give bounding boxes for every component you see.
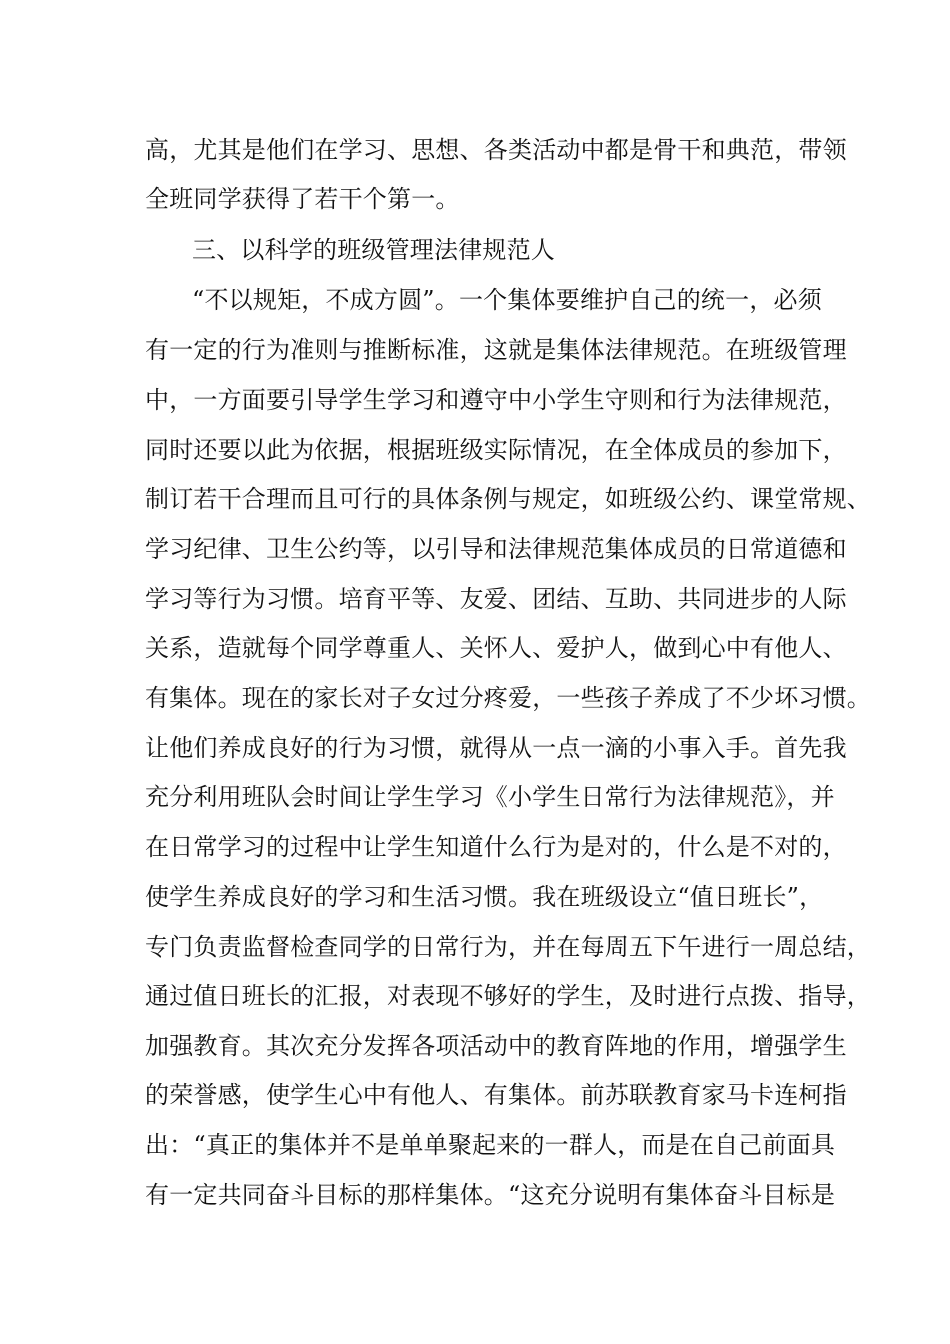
text-line: 在日常学习的过程中让学生知道什么行为是对的，什么是不对的，: [145, 833, 847, 861]
text-line: 有一定共同奋斗目标的那样集体。“这充分说明有集体奋斗目标是: [145, 1181, 836, 1209]
text-line: 中，一方面要引导学生学习和遵守中小学生守则和行为法律规范，: [145, 386, 847, 414]
text-line: 学习纪律、卫生公约等，以引导和法律规范集体成员的日常道德和: [145, 535, 847, 563]
text-line: 同时还要以此为依据，根据班级实际情况，在全体成员的参加下，: [145, 436, 847, 464]
text-line: 有集体。现在的家长对子女过分疼爱，一些孩子养成了不少坏习惯。: [145, 684, 871, 712]
paragraph-first-line: “不以规矩，不成方圆”。一个集体要维护自己的统一，必须: [192, 286, 822, 314]
text-line: 有一定的行为准则与推断标准，这就是集体法律规范。在班级管理: [145, 336, 847, 364]
text-line: 通过值日班长的汇报，对表现不够好的学生，及时进行点拨、指导，: [145, 982, 871, 1010]
text-line: 出：“真正的集体并不是单单聚起来的一群人，而是在自己前面具: [145, 1131, 836, 1159]
text-line: 的荣誉感，使学生心中有他人、有集体。前苏联教育家马卡连柯指: [145, 1081, 847, 1109]
text-line: 全班同学获得了若干个第一。: [145, 185, 460, 213]
section-heading: 三、以科学的班级管理法律规范人: [192, 236, 555, 264]
text-line: 制订若干合理而且可行的具体条例与规定，如班级公约、课堂常规、: [145, 485, 871, 513]
text-line: 专门负责监督检查同学的日常行为，并在每周五下午进行一周总结，: [145, 933, 871, 961]
text-line: 使学生养成良好的学习和生活习惯。我在班级设立“值日班长”，: [145, 883, 824, 911]
text-line: 让他们养成良好的行为习惯，就得从一点一滴的小事入手。首先我: [145, 734, 847, 762]
text-line: 加强教育。其次充分发挥各项活动中的教育阵地的作用，增强学生: [145, 1032, 847, 1060]
text-line: 充分利用班队会时间让学生学习《小学生日常行为法律规范》，并: [145, 783, 835, 811]
text-line: 高，尤其是他们在学习、思想、各类活动中都是骨干和典范，带领: [145, 136, 847, 164]
text-line: 关系，造就每个同学尊重人、关怀人、爱护人，做到心中有他人、: [145, 634, 847, 662]
text-line: 学习等行为习惯。培育平等、友爱、团结、互助、共同进步的人际: [145, 585, 847, 613]
